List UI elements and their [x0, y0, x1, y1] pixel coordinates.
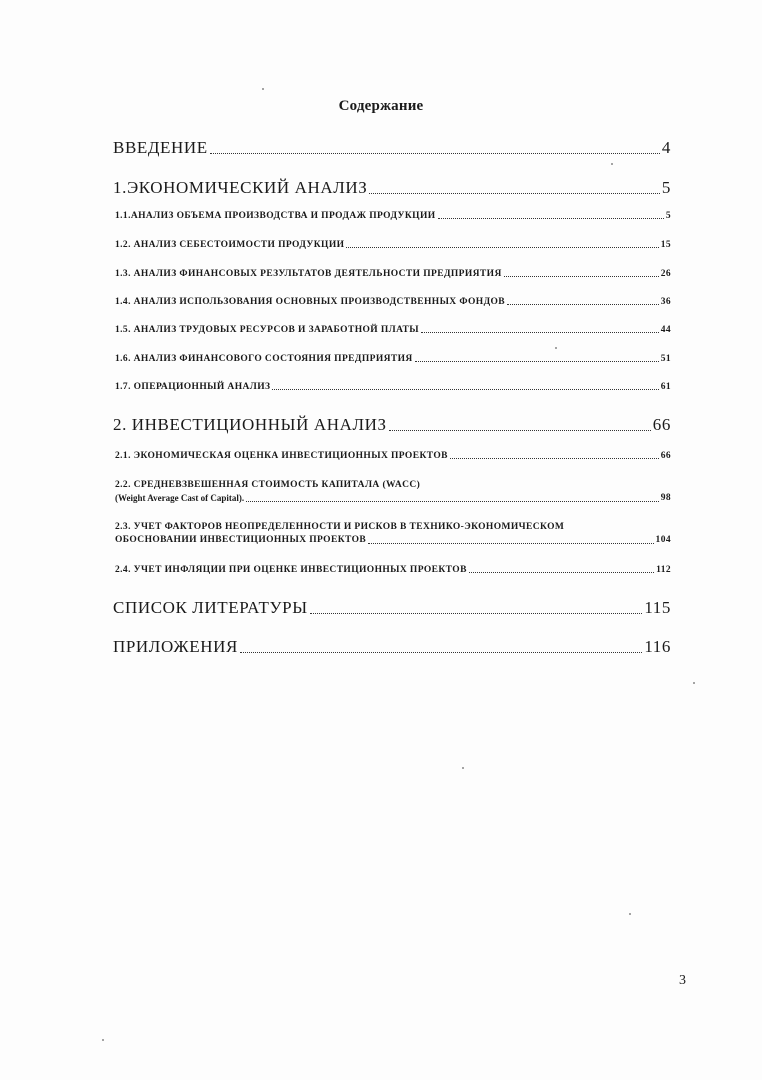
dot-leader	[504, 276, 659, 277]
toc-entry-2-3[interactable]	[115, 521, 671, 547]
toc-entry-page: 36	[660, 297, 671, 307]
toc-entry-section-2[interactable]	[113, 415, 671, 435]
toc-entry-2-2[interactable]	[115, 479, 671, 505]
scan-speck	[462, 767, 464, 769]
toc-entry-page: 115	[644, 598, 671, 617]
dot-leader	[421, 332, 659, 333]
toc-entry-label: 2.1. ЭКОНОМИЧЕСКАЯ ОЦЕНКА ИНВЕСТИЦИОННЫХ ПРОЕКТОВ	[115, 451, 448, 461]
toc-entry-label: 2. ИНВЕСТИЦИОННЫЙ АНАЛИЗ	[113, 415, 387, 434]
toc-entry-label: 1.6. АНАЛИЗ ФИНАНСОВОГО СОСТОЯНИЯ ПРЕДПРИЯТИЯ	[115, 354, 413, 364]
toc-entry-1-1[interactable]	[115, 211, 671, 221]
toc-entry-label: 1.ЭКОНОМИЧЕСКИЙ АНАЛИЗ	[113, 178, 368, 197]
dot-leader	[450, 458, 659, 459]
page-number: 3	[679, 973, 686, 988]
toc-entry-page: 116	[644, 637, 671, 656]
dot-leader	[346, 247, 658, 248]
dot-leader	[369, 193, 660, 194]
toc-entry-page: 98	[660, 493, 671, 503]
scan-speck	[611, 163, 613, 165]
toc-entry-1-4[interactable]	[115, 297, 671, 307]
toc-entry-page: 51	[660, 354, 671, 364]
toc-entry-2-4[interactable]	[115, 565, 671, 575]
toc-entry-page: 66	[660, 451, 671, 461]
toc-entry-page: 66	[652, 415, 671, 434]
toc-entry-page: 112	[656, 565, 671, 575]
toc-entry-page: 15	[660, 240, 671, 250]
dot-leader	[438, 218, 664, 219]
dot-leader	[368, 543, 653, 544]
dot-leader	[272, 389, 658, 390]
toc-entry-label: 2.4. УЧЕТ ИНФЛЯЦИИ ПРИ ОЦЕНКЕ ИНВЕСТИЦИОННЫХ ПРОЕКТОВ	[115, 565, 467, 575]
toc-entry-page: 104	[655, 535, 671, 545]
toc-entry-introduction[interactable]	[113, 138, 671, 158]
toc-entry-page: 61	[660, 382, 671, 392]
toc-entry-bibliography[interactable]	[113, 598, 671, 618]
toc-entry-appendices[interactable]	[113, 637, 671, 657]
toc-entry-label-line2: (Weight Average Cast of Capital).	[115, 493, 245, 503]
toc-entry-1-7[interactable]	[115, 382, 671, 392]
dot-leader	[389, 430, 651, 431]
toc-entry-label-line1: 2.3. УЧЕТ ФАКТОРОВ НЕОПРЕДЕЛЕННОСТИ И РИСКОВ В ТЕХНИКО-ЭКОНОМИЧЕСКОМ	[115, 522, 565, 532]
toc-entry-1-5[interactable]	[115, 325, 671, 335]
toc-entry-2-1[interactable]	[115, 451, 671, 461]
scan-speck	[102, 1039, 104, 1041]
toc-entry-1-6[interactable]	[115, 354, 671, 364]
dot-leader	[246, 501, 659, 502]
toc-entry-label: 1.2. АНАЛИЗ СЕБЕСТОИМОСТИ ПРОДУКЦИИ	[115, 240, 345, 250]
toc-entry-1-2[interactable]	[115, 240, 671, 250]
toc-entry-label: 1.4. АНАЛИЗ ИСПОЛЬЗОВАНИЯ ОСНОВНЫХ ПРОИЗВОДСТВЕННЫХ ФОНДОВ	[115, 297, 506, 307]
toc-entry-page: 44	[660, 325, 671, 335]
dot-leader	[415, 361, 659, 362]
toc-entry-label: ВВЕДЕНИЕ	[113, 138, 208, 157]
toc-entry-page: 5	[665, 211, 671, 221]
toc-entry-page: 5	[661, 178, 671, 197]
toc-entry-label: 1.5. АНАЛИЗ ТРУДОВЫХ РЕСУРСОВ И ЗАРАБОТНОЙ ПЛАТЫ	[115, 325, 419, 335]
dot-leader	[210, 153, 660, 154]
toc-entry-label: 1.3. АНАЛИЗ ФИНАНСОВЫХ РЕЗУЛЬТАТОВ ДЕЯТЕЛЬНОСТИ ПРЕДПРИЯТИЯ	[115, 269, 502, 279]
toc-entry-label: 1.1.АНАЛИЗ ОБЪЕМА ПРОИЗВОДСТВА И ПРОДАЖ ПРОДУКЦИИ	[115, 211, 436, 221]
scan-speck	[555, 347, 557, 349]
toc-entry-label-line1: 2.2. СРЕДНЕВЗВЕШЕННАЯ СТОИМОСТЬ КАПИТАЛА (WACC)	[115, 480, 421, 490]
toc-entry-label-line2: ОБОСНОВАНИИ ИНВЕСТИЦИОННЫХ ПРОЕКТОВ	[115, 535, 367, 545]
dot-leader	[507, 304, 659, 305]
toc-title: Содержание	[338, 98, 424, 114]
toc-entry-section-1[interactable]	[113, 178, 671, 198]
toc-entry-page: 4	[661, 138, 671, 157]
scan-speck	[262, 88, 264, 90]
toc-entry-label: СПИСОК ЛИТЕРАТУРЫ	[113, 598, 308, 617]
toc-entry-label: 1.7. ОПЕРАЦИОННЫЙ АНАЛИЗ	[115, 382, 271, 392]
toc-entry-label: ПРИЛОЖЕНИЯ	[113, 637, 238, 656]
toc-entry-page: 26	[660, 269, 671, 279]
dot-leader	[469, 572, 654, 573]
dot-leader	[240, 652, 642, 653]
scan-speck	[693, 682, 695, 684]
toc-entry-1-3[interactable]	[115, 269, 671, 279]
dot-leader	[310, 613, 643, 614]
scan-speck	[629, 913, 631, 915]
